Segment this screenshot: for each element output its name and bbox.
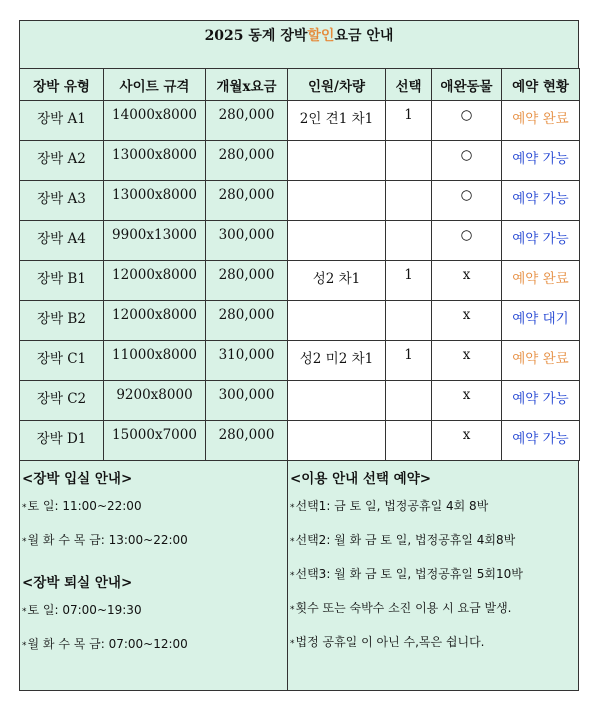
cell-pet: ○ [432, 221, 502, 261]
checkin-text: 토 일: 11:00~22:00 [27, 499, 142, 513]
usage-text: 횟수 또는 숙박수 소진 이용 시 요금 발생. [295, 601, 512, 615]
cell-size: 14000x8000 [104, 101, 206, 141]
cell-pet: x [432, 421, 502, 461]
header-cell: 개월x요금 [206, 69, 288, 101]
cell-people: 2인 견1 차1 [288, 101, 386, 141]
bullet: * [290, 537, 295, 547]
cell-select: 1 [386, 341, 432, 381]
cell-type: 장박 A2 [20, 141, 104, 181]
header-cell: 애완동물 [432, 69, 502, 101]
bullet: * [22, 641, 27, 651]
header-cell: 선택 [386, 69, 432, 101]
table-row [20, 141, 580, 181]
price-table [19, 68, 580, 461]
usage-text: 선택1: 금 토 일, 법정공휴일 4회 8박 [295, 499, 489, 513]
usage-line [290, 633, 578, 667]
cell-price: 300,000 [206, 221, 288, 261]
cell-size: 13000x8000 [104, 181, 206, 221]
bullet: * [22, 537, 27, 547]
cell-status[interactable]: 예약 가능 [502, 141, 580, 181]
cell-type: 장박 D1 [20, 421, 104, 461]
cell-type: 장박 C2 [20, 381, 104, 421]
cell-price: 310,000 [206, 341, 288, 381]
usage-line [290, 565, 578, 599]
cell-status[interactable]: 예약 가능 [502, 221, 580, 261]
cell-people: 성2 차1 [288, 261, 386, 301]
header-cell: 인원/차량 [288, 69, 386, 101]
cell-price: 300,000 [206, 381, 288, 421]
bullet: * [290, 639, 295, 649]
cell-status[interactable]: 예약 가능 [502, 421, 580, 461]
title-suffix: 요금 안내 [334, 28, 394, 44]
cell-select [386, 181, 432, 221]
cell-size: 12000x8000 [104, 301, 206, 341]
table-row [20, 181, 580, 221]
cell-price: 280,000 [206, 181, 288, 221]
table-row [20, 221, 580, 261]
title-gap [19, 60, 579, 68]
cell-type: 장박 C1 [20, 341, 104, 381]
checkout-line [22, 635, 287, 669]
cell-price: 280,000 [206, 301, 288, 341]
cell-select [386, 221, 432, 261]
checkin-text: 월 화 수 목 금: 13:00~22:00 [27, 533, 188, 547]
cell-price: 280,000 [206, 101, 288, 141]
checkin-title: <장박 입실 안내> [22, 471, 133, 487]
usage-panel [288, 461, 578, 690]
cell-size: 11000x8000 [104, 341, 206, 381]
cell-people [288, 301, 386, 341]
cell-type: 장박 A4 [20, 221, 104, 261]
cell-status[interactable]: 예약 완료 [502, 101, 580, 141]
checkin-line [22, 497, 287, 531]
cell-pet: x [432, 381, 502, 421]
title-prefix: 2025 동계 장박 [204, 28, 308, 44]
cell-pet: ○ [432, 141, 502, 181]
table-row [20, 101, 580, 141]
header-cell: 예약 현황 [502, 69, 580, 101]
cell-status[interactable]: 예약 완료 [502, 261, 580, 301]
cell-select: 1 [386, 101, 432, 141]
usage-text: 법정 공휴일 이 아닌 수,목은 쉽니다. [295, 635, 485, 649]
cell-status[interactable]: 예약 가능 [502, 181, 580, 221]
cell-size: 13000x8000 [104, 141, 206, 181]
header-cell: 사이트 규격 [104, 69, 206, 101]
usage-line [290, 599, 578, 633]
usage-text: 선택2: 월 화 금 토 일, 법정공휴일 4회8박 [295, 533, 516, 547]
cell-type: 장박 B2 [20, 301, 104, 341]
cell-type: 장박 A1 [20, 101, 104, 141]
cell-type: 장박 A3 [20, 181, 104, 221]
cell-size: 9900x13000 [104, 221, 206, 261]
cell-select [386, 301, 432, 341]
bullet: * [22, 503, 27, 513]
usage-title: <이용 안내 선택 예약> [290, 471, 432, 487]
title-highlight: 할인 [307, 28, 335, 44]
table-row [20, 261, 580, 301]
cell-pet: ○ [432, 181, 502, 221]
cell-people [288, 181, 386, 221]
usage-line [290, 531, 578, 565]
header-cell: 장박 유형 [20, 69, 104, 101]
cell-select: 1 [386, 261, 432, 301]
checkout-text: 토 일: 07:00~19:30 [27, 603, 142, 617]
price-sheet [19, 20, 579, 691]
cell-people [288, 221, 386, 261]
checkin-checkout-panel [20, 461, 288, 690]
cell-select [386, 421, 432, 461]
checkout-title: <장박 퇴실 안내> [22, 575, 133, 591]
info-section [19, 461, 579, 691]
cell-status[interactable]: 예약 대기 [502, 301, 580, 341]
cell-price: 280,000 [206, 421, 288, 461]
cell-pet: x [432, 341, 502, 381]
cell-people: 성2 미2 차1 [288, 341, 386, 381]
table-row [20, 341, 580, 381]
cell-type: 장박 B1 [20, 261, 104, 301]
cell-pet: ○ [432, 101, 502, 141]
cell-pet: x [432, 301, 502, 341]
cell-select [386, 381, 432, 421]
bullet: * [290, 605, 295, 615]
cell-select [386, 141, 432, 181]
checkout-line [22, 601, 287, 635]
bullet: * [290, 503, 295, 513]
checkout-text: 월 화 수 목 금: 07:00~12:00 [27, 637, 188, 651]
cell-size: 12000x8000 [104, 261, 206, 301]
table-header-row [20, 69, 580, 101]
cell-pet: x [432, 261, 502, 301]
checkin-line [22, 531, 287, 565]
cell-status[interactable]: 예약 완료 [502, 341, 580, 381]
cell-people [288, 381, 386, 421]
page-title [19, 20, 579, 60]
table-row [20, 381, 580, 421]
cell-people [288, 421, 386, 461]
cell-size: 9200x8000 [104, 381, 206, 421]
cell-people [288, 141, 386, 181]
cell-price: 280,000 [206, 261, 288, 301]
table-row [20, 301, 580, 341]
usage-line [290, 497, 578, 531]
usage-text: 선택3: 월 화 금 토 일, 법정공휴일 5회10박 [295, 567, 523, 581]
cell-size: 15000x7000 [104, 421, 206, 461]
cell-status[interactable]: 예약 가능 [502, 381, 580, 421]
cell-price: 280,000 [206, 141, 288, 181]
bullet: * [22, 607, 27, 617]
bullet: * [290, 571, 295, 581]
table-row [20, 421, 580, 461]
